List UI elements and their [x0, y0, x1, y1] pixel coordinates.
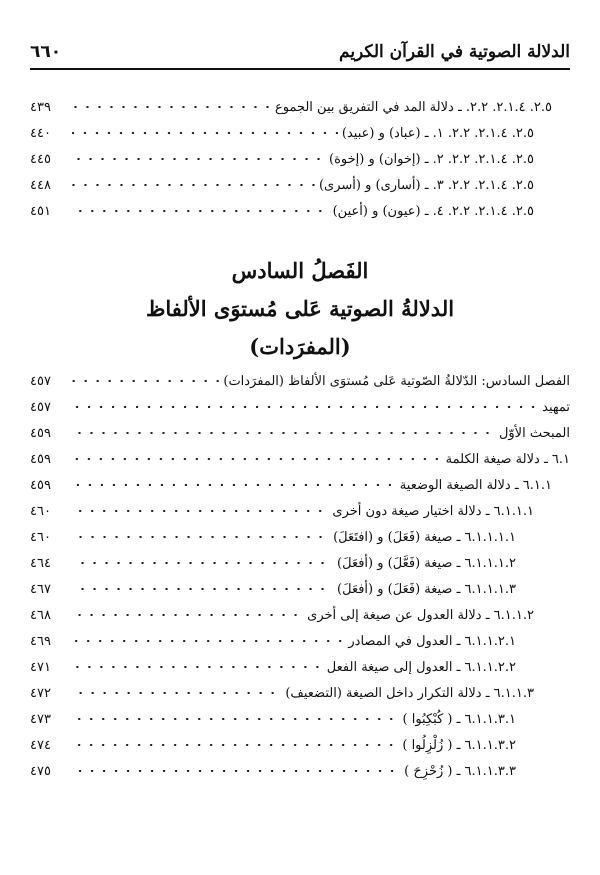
- toc-entry-title: ٢.٥. ٢.١.٤. ٢.٢. ١. ـ (عباد) و (عبيد): [341, 125, 534, 141]
- toc-entry-page: ٤٥١: [30, 203, 51, 219]
- dot-leader: [72, 692, 281, 694]
- toc-entry-page: ٤٧٣: [30, 711, 51, 727]
- toc-entry-title: ٦.١.١.٣.٣ ـ ( زُحْزِحَ ): [404, 763, 516, 779]
- toc-entry: [30, 628, 570, 654]
- toc-entry: [30, 198, 570, 224]
- toc-entry: [30, 420, 570, 446]
- toc-entry: [30, 498, 570, 524]
- toc-entry-page: ٤٦٨: [30, 607, 51, 623]
- chapter-heading: [30, 252, 570, 366]
- dot-leader: [72, 132, 338, 134]
- toc-entry-title: ٦.١.١ ـ دلالة الصيغة الوضعية: [399, 477, 552, 493]
- toc-entry-page: ٤٦٠: [30, 503, 51, 519]
- toc-entry: [30, 172, 570, 198]
- toc-entry-page: ٤٦٤: [30, 555, 51, 571]
- toc-entry-page: ٤٦٩: [30, 633, 51, 649]
- header-rule: [30, 68, 570, 70]
- page-number: ٦٦٠: [30, 42, 62, 62]
- toc-entry: [30, 472, 570, 498]
- toc-entry-page: ٤٦٠: [30, 529, 51, 545]
- toc-entry: [30, 446, 570, 472]
- running-title: الدلالة الصوتية في القرآن الكريم: [339, 42, 570, 62]
- toc-entry-page: ٤٥٧: [30, 399, 51, 415]
- toc-entry-title: ٦.١.١.١.٢ ـ صيغة (فَعَّلَ) و (أفعَلَ): [337, 555, 516, 571]
- dot-leader: [72, 562, 333, 564]
- toc-entry-title: ٦.١.١.٢.٢ ـ العدول إلى صيغة الفعل: [326, 659, 516, 675]
- dot-leader: [72, 536, 329, 538]
- toc-entry: [30, 576, 570, 602]
- toc-entry: [30, 368, 570, 394]
- dot-leader: [72, 510, 328, 512]
- toc-entry-title: ٦.١.١.٣ ـ دلالة التكرار داخل الصيغة (التضعيف): [285, 685, 534, 701]
- toc-entry-title: تمهيد: [542, 399, 570, 415]
- dot-leader: [72, 640, 344, 642]
- toc-entry: [30, 706, 570, 732]
- dot-leader: [72, 770, 400, 772]
- dot-leader: [72, 614, 303, 616]
- toc-entry: [30, 146, 570, 172]
- toc-entry-title: ٢.٥. ٢.١.٤. ٢.٢. ٣. ـ (أسارى) و (أسرى): [318, 177, 534, 193]
- toc-entry-page: ٤٦٧: [30, 581, 51, 597]
- dot-leader: [72, 406, 538, 408]
- dot-leader: [72, 588, 333, 590]
- chapter-number-title: الفَصلُ السادس: [231, 258, 369, 283]
- toc-entry-page: ٤٥٩: [30, 451, 51, 467]
- dot-leader: [72, 432, 495, 434]
- toc-entry-title: ٢.٥. ٢.١.٤. ٢.٢. ٢. ـ (إخوان) و (إخوة): [329, 151, 534, 167]
- toc-entry-page: ٤٤٥: [30, 151, 51, 167]
- toc-entry-title: ٦.١.١.١ ـ دلالة اختيار صيغة دون أخرى: [332, 503, 534, 519]
- toc-entry: [30, 602, 570, 628]
- toc-entry-title: ٦.١.١.١.١ ـ صيغة (فَعَلَ) و (افتَعَلَ): [333, 529, 516, 545]
- toc-entry-page: ٤٧٥: [30, 763, 51, 779]
- toc-section-top: [30, 94, 570, 224]
- toc-entry: [30, 550, 570, 576]
- toc-entry-page: ٤٧٢: [30, 685, 51, 701]
- page-header: [30, 30, 570, 62]
- toc-entry-page: ٤٣٩: [30, 99, 51, 115]
- toc-entry: [30, 120, 570, 146]
- toc-entry-page: ٤٥٩: [30, 425, 51, 441]
- chapter-title: الدلالةُ الصوتية عَلى مُستوَى الألفاظ: [145, 296, 455, 321]
- toc-entry-title: المبحث الأوّل: [498, 425, 570, 441]
- toc-entry-title: ٦.١.١.٣.١ ـ ( كُبْكِبُوا ): [402, 711, 516, 727]
- toc-entry-title: ٦.١.١.٣.٢ ـ ( زُلْزِلُوا ): [402, 737, 516, 753]
- toc-entry: [30, 732, 570, 758]
- toc-entry: [30, 524, 570, 550]
- dot-leader: [72, 184, 315, 186]
- toc-entry-page: ٤٧٤: [30, 737, 51, 753]
- toc-entry-page: ٤٧١: [30, 659, 51, 675]
- dot-leader: [72, 210, 329, 212]
- toc-entry-page: ٤٤٨: [30, 177, 51, 193]
- dot-leader: [72, 744, 398, 746]
- toc-entry-title: ٦.١.١.٢.١ ـ العدول في المصادر: [348, 633, 516, 649]
- chapter-subtitle: (المفرَدات): [249, 334, 351, 359]
- toc-entry: [30, 94, 570, 120]
- toc-entry-title: ٢.٥. ٢.١.٤. ٢.٢. ـ دلالة المد في التفريق بين الجموع: [274, 99, 552, 115]
- toc-entry-title: الفصل السادس: الدّلالةُ الصّوتية عَلى مُستوَى الألفاظ (المفرَدات): [223, 373, 570, 389]
- toc-entry-title: ٦.١.١.١.٣ ـ صيغة (فَعَلَ) و (أفعَلَ): [337, 581, 516, 597]
- toc-entry: [30, 394, 570, 420]
- toc-entry-title: ٢.٥. ٢.١.٤. ٢.٢. ٤. ـ (عيون) و (أعين): [332, 203, 534, 219]
- dot-leader: [72, 484, 396, 486]
- toc-entry: [30, 654, 570, 680]
- toc-entry-title: ٦.١.١.٢ ـ دلالة العدول عن صيغة إلى أخرى: [307, 607, 534, 623]
- dot-leader: [72, 106, 271, 108]
- toc-entry-title: ٦.١ ـ دلالة صيغة الكلمة: [445, 451, 570, 467]
- dot-leader: [72, 380, 219, 382]
- toc-entry: [30, 680, 570, 706]
- toc-entry-page: ٤٥٩: [30, 477, 51, 493]
- dot-leader: [72, 458, 442, 460]
- dot-leader: [72, 666, 323, 668]
- toc-entry-page: ٤٤٠: [30, 125, 51, 141]
- dot-leader: [72, 718, 399, 720]
- dot-leader: [72, 158, 325, 160]
- toc-entry-page: ٤٥٧: [30, 373, 51, 389]
- toc-section-bottom: [30, 368, 570, 784]
- toc-entry: [30, 758, 570, 784]
